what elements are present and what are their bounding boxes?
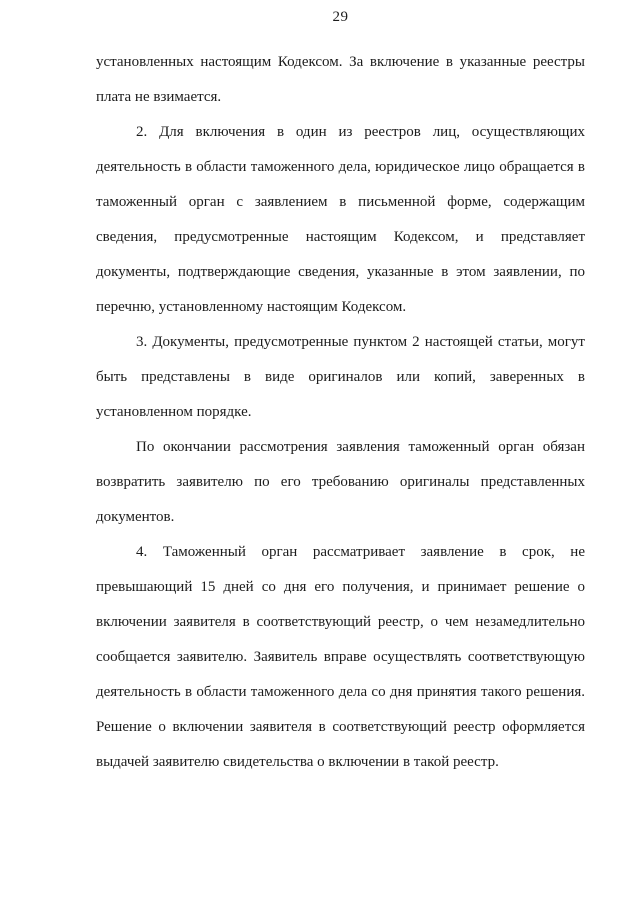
text-line: Решение о включении заявителя в соответствующий реестр оформляется bbox=[96, 719, 585, 735]
page-number: 29 bbox=[332, 9, 349, 25]
text-line: документы, подтверждающие сведения, указанные в этом заявлении, по bbox=[96, 264, 585, 280]
text-line: возвратить заявителю по его требованию оригиналы представленных bbox=[96, 474, 585, 490]
text-line: 4. Таможенный орган рассматривает заявление в срок, не bbox=[136, 544, 585, 560]
text-line: перечню, установленному настоящим Кодексом. bbox=[96, 299, 407, 315]
text-line: 3. Документы, предусмотренные пунктом 2 настоящей статьи, могут bbox=[136, 334, 585, 350]
text-line: установленном порядке. bbox=[96, 404, 252, 420]
text-line: установленных настоящим Кодексом. За включение в указанные реестры bbox=[96, 54, 585, 70]
text-line: включении заявителя в соответствующий реестр, о чем незамедлительно bbox=[96, 614, 585, 630]
text-line: 2. Для включения в один из реестров лиц, осуществляющих bbox=[136, 124, 585, 140]
text-line: деятельность в области таможенного дела, юридическое лицо обращается в bbox=[96, 159, 585, 175]
text-line: быть представлены в виде оригиналов или копий, заверенных в bbox=[96, 369, 585, 385]
text-line: сообщается заявителю. Заявитель вправе осуществлять соответствующую bbox=[96, 649, 585, 665]
text-line: превышающий 15 дней со дня его получения, и принимает решение о bbox=[96, 579, 585, 595]
page-content bbox=[96, 0, 585, 780]
document-text bbox=[96, 45, 585, 780]
text-line: сведения, предусмотренные настоящим Кодексом, и представляет bbox=[96, 229, 585, 245]
text-line: выдачей заявителю свидетельства о включении в такой реестр. bbox=[96, 754, 499, 770]
text-line: плата не взимается. bbox=[96, 89, 222, 105]
text-line: По окончании рассмотрения заявления таможенный орган обязан bbox=[136, 439, 585, 455]
text-line: таможенный орган с заявлением в письменной форме, содержащим bbox=[96, 194, 585, 210]
text-line: деятельность в области таможенного дела со дня принятия такого решения. bbox=[96, 684, 585, 700]
text-line: документов. bbox=[96, 509, 175, 525]
